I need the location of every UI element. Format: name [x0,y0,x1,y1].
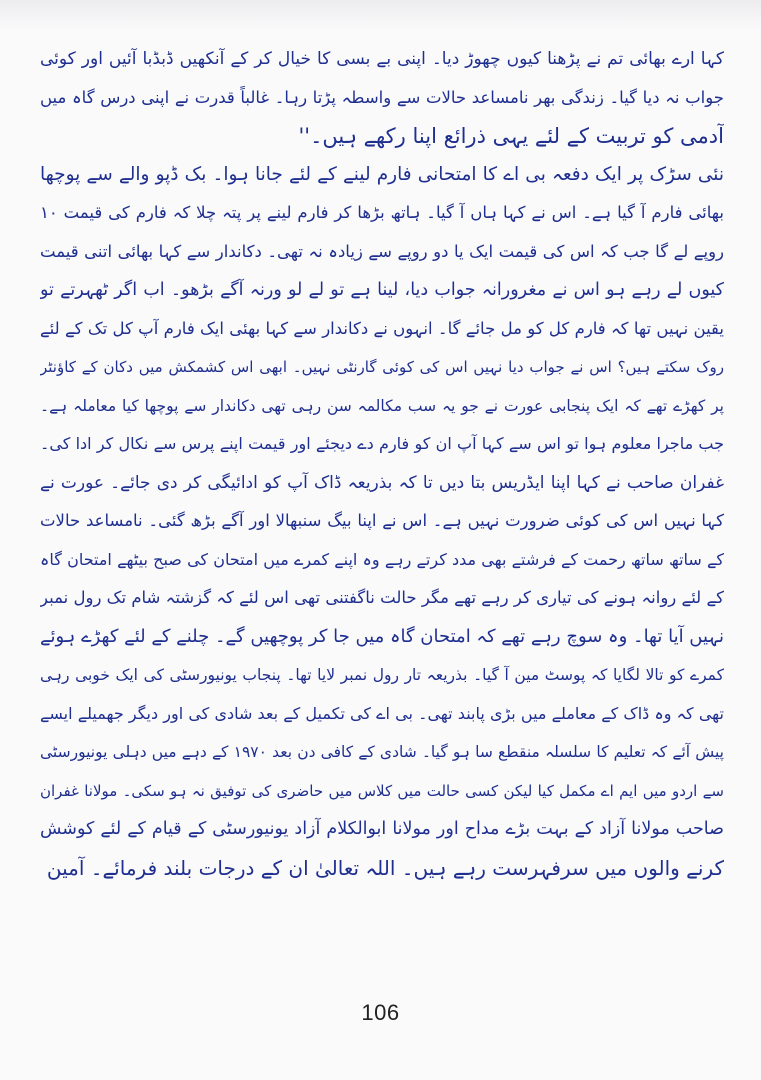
text-line: کے لئے روانہ ہونے کی تیاری کر رہے تھے مگر حالت ناگفتنی تھی اس لئے کہ گزشتہ شام تک رول نمبر [40,588,724,607]
text-line: صاحب مولانا آزاد کے بہت بڑے مداح اور مولانا ابوالکلام آزاد یونیورسٹی کے قیام کے لئے کوشش [40,819,724,839]
text-line: یقین نہیں تھا کہ فارم کل کو مل جائے گا۔ انہوں نے دکاندار سے کہا بھئی ایک فارم آپ کل تک کے لئے [40,318,724,338]
text-line: کے ساتھ ساتھ رحمت کے فرشتے بھی مدد کرتے رہے وہ اپنے کمرے میں امتحان کی صبح بیٹھے امتحان گاہ [40,549,724,569]
text-line: روپے لے گا جب کہ اس کی قیمت ایک یا دو روپے سے زیادہ نہ تھی۔ دکاندار سے کہا بھائی اتنی قیمت [40,241,724,261]
text-line: بھائی فارم آ گیا ہے۔ اس نے کہا ہاں آ گیا۔ ہاتھ بڑھا کر فارم لینے پر پتہ چلا کہ فارم کی قیمت ۱۰ [40,203,724,222]
text-line: روک سکتے ہیں؟ اس نے جواب دیا نہیں اس کی کوئی گارنٹی نہیں۔ ابھی اس کشمکش میں دکان کے کاؤنٹر [40,358,724,376]
page-number: 106 [361,1000,400,1025]
text-line: جب ماجرا معلوم ہوا تو اس سے کہا آپ ان کو فارم دے دیجئے اور قیمت اپنے پرس سے نکال کر ادا کی۔ [40,434,724,453]
text-line: تھی کہ وہ ڈاک کے معاملے میں بڑی پابند تھی۔ بی اے کی تکمیل کے بعد شادی کی اور دیگر جھمیلے ایسے [40,703,724,723]
text-line: پر کھڑے تھے کہ ایک پنجابی عورت نے جو یہ سب مکالمہ سن رہی تھی دکاندار سے پوچھا کیا معاملہ ہے۔ [40,396,724,415]
text-line: نئی سڑک پر ایک دفعہ بی اے کا امتحانی فارم لینے کے لئے جانا ہوا۔ بک ڈپو والے سے پوچھا [40,163,724,185]
text-line: کہا نہیں اس کی کوئی ضرورت نہیں ہے۔ اس نے اپنا بیگ سنبھالا اور آگے بڑھ گئی۔ نامساعد حالات [40,511,724,530]
text-line: کیوں لے رہے ہو اس نے مغرورانہ جواب دیا، لینا ہے تو لے لو ورنہ آگے بڑھو۔ اب اگر ٹھہرتے تو [40,280,724,300]
page-top-shadow [0,0,761,30]
text-line: آدمی کو تربیت کے لئے یہی ذرائع اپنا رکھے ہیں۔'' [298,124,724,148]
text-line: پیش آئے کہ تعلیم کا سلسلہ منقطع سا ہو گیا۔ شادی کے کافی دن بعد ۱۹۷۰ کے دہے میں دہلی یونیورسٹی [40,743,724,761]
text-line: سے اردو میں ایم اے مکمل کیا لیکن کسی حالت میں کلاس میں حاضری کی توفیق نہ ہو سکی۔ مولانا غفران [40,781,724,800]
text-line: کہا ارے بھائی تم نے پڑھنا کیوں چھوڑ دیا۔ اپنی بے بسی کا خیال کر کے آنکھیں ڈبڈبا آئیں اور کوئی [40,49,724,69]
urdu-text-body [40,40,724,887]
text-line: کمرے کو تالا لگایا کہ پوسٹ مین آ گیا۔ بذریعہ تار رول نمبر لایا تھا۔ پنجاب یونیورسٹی کی ایک خوبی رہی [40,666,724,684]
text-line: نہیں آیا تھا۔ وہ سوچ رہے تھے کہ امتحان گاہ میں جا کر پوچھیں گے۔ چلنے کے لئے کھڑے ہوئے [40,625,724,647]
text-line: غفران صاحب نے کہا اپنا ایڈریس بتا دیں تا کہ بذریعہ ڈاک آپ کو ادائیگی کر دی جائے۔ عورت نے [40,472,724,493]
text-line: کرنے والوں میں سرفہرست رہے ہیں۔ اللہ تعالیٰ ان کے درجات بلند فرمائے۔ آمین [46,855,724,880]
text-line: جواب نہ دیا گیا۔ زندگی بھر نامساعد حالات سے واسطہ پڑتا رہا۔ غالباً قدرت نے اپنی درس گاہ میں [40,87,724,107]
